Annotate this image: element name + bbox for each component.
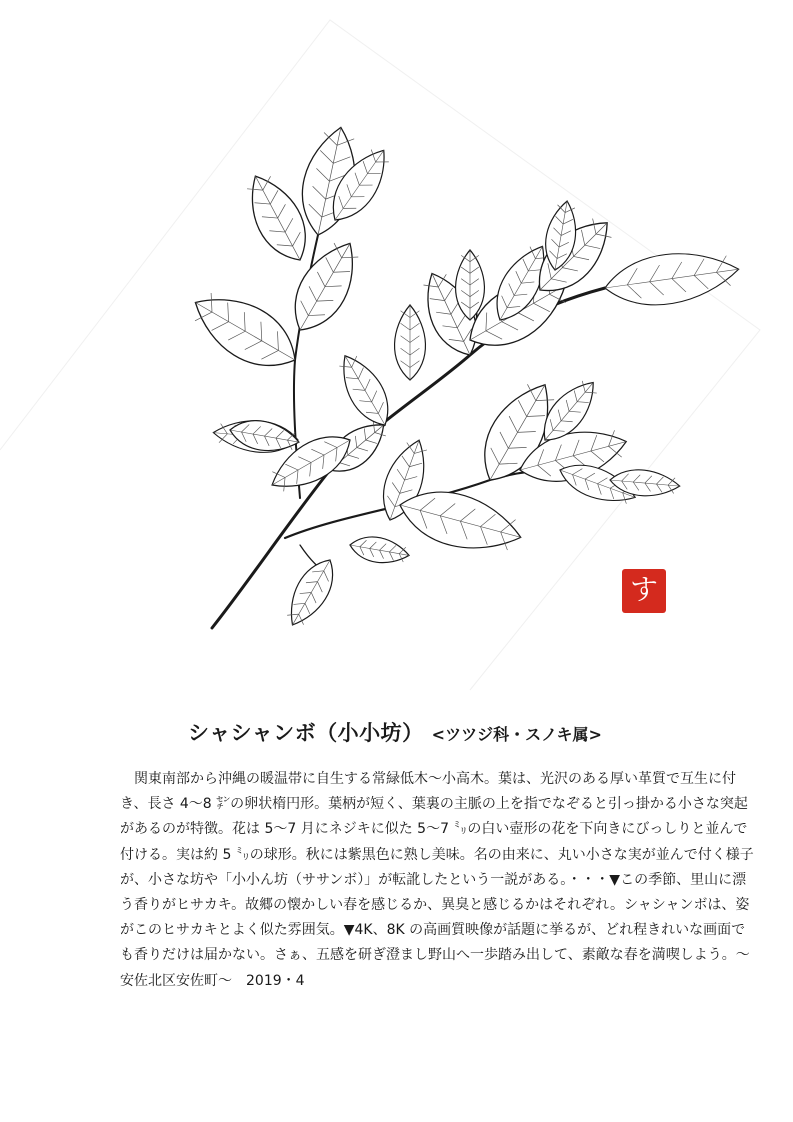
title-family: <ツツジ科・スノキ属> <box>431 725 602 744</box>
leaf <box>279 552 343 632</box>
body-line: 安佐北区安佐町～ 2019・4 <box>120 972 305 989</box>
leaf <box>348 533 411 568</box>
body-line: が、小さな坊や「小小ん坊（ササンボ）」が転訛したという一説がある。・・・▼この季節、里山に漂 <box>120 871 747 888</box>
body-text <box>120 767 760 994</box>
seal-glyph: す <box>629 573 658 606</box>
title-main: シャシャンボ（小小坊） <box>188 721 424 745</box>
body-line: 付ける。実は約 5 ㍉の球形。秋には紫黒色に熟し美味。名の由来に、丸い小さな実が並んで付く様子 <box>120 846 754 863</box>
body-line: う香りがヒサカキ。故郷の懐かしい春を感じるか、異臭と感じるかはそれぞれ。シャシャンボは、姿 <box>120 896 750 913</box>
leaf <box>331 347 400 433</box>
body-line: がこのヒサカキとよく似た雰囲気。▼4K、8K の高画質映像が話題に挙るが、どれ程きれいな画面で <box>120 922 746 939</box>
body-line: も香りだけは届かない。さぁ、五感を研ぎ澄まし野山へ一歩踏み出して、素敵な春を満喫しよう。～ <box>120 947 750 964</box>
artist-seal-stamp <box>622 569 666 613</box>
page-title <box>188 717 602 747</box>
body-line: き、長さ 4～8 ㌢の卵状楕円形。葉柄が短く、葉裏の主脈の上を指でなぞると引っ掛かる小さな突起 <box>120 796 748 813</box>
leaf <box>182 280 308 383</box>
body-line: 関東南部から沖縄の暖温帯に自生する常緑低木～小高木。葉は、光沢のある厚い革質で互生に付 <box>120 771 736 787</box>
body-line: があるのが特徴。花は 5～7 月にネジキに似た 5～7 ㍉の白い壺形の花を下向きにびっしりと並んで <box>120 821 748 838</box>
leaf <box>395 305 426 380</box>
